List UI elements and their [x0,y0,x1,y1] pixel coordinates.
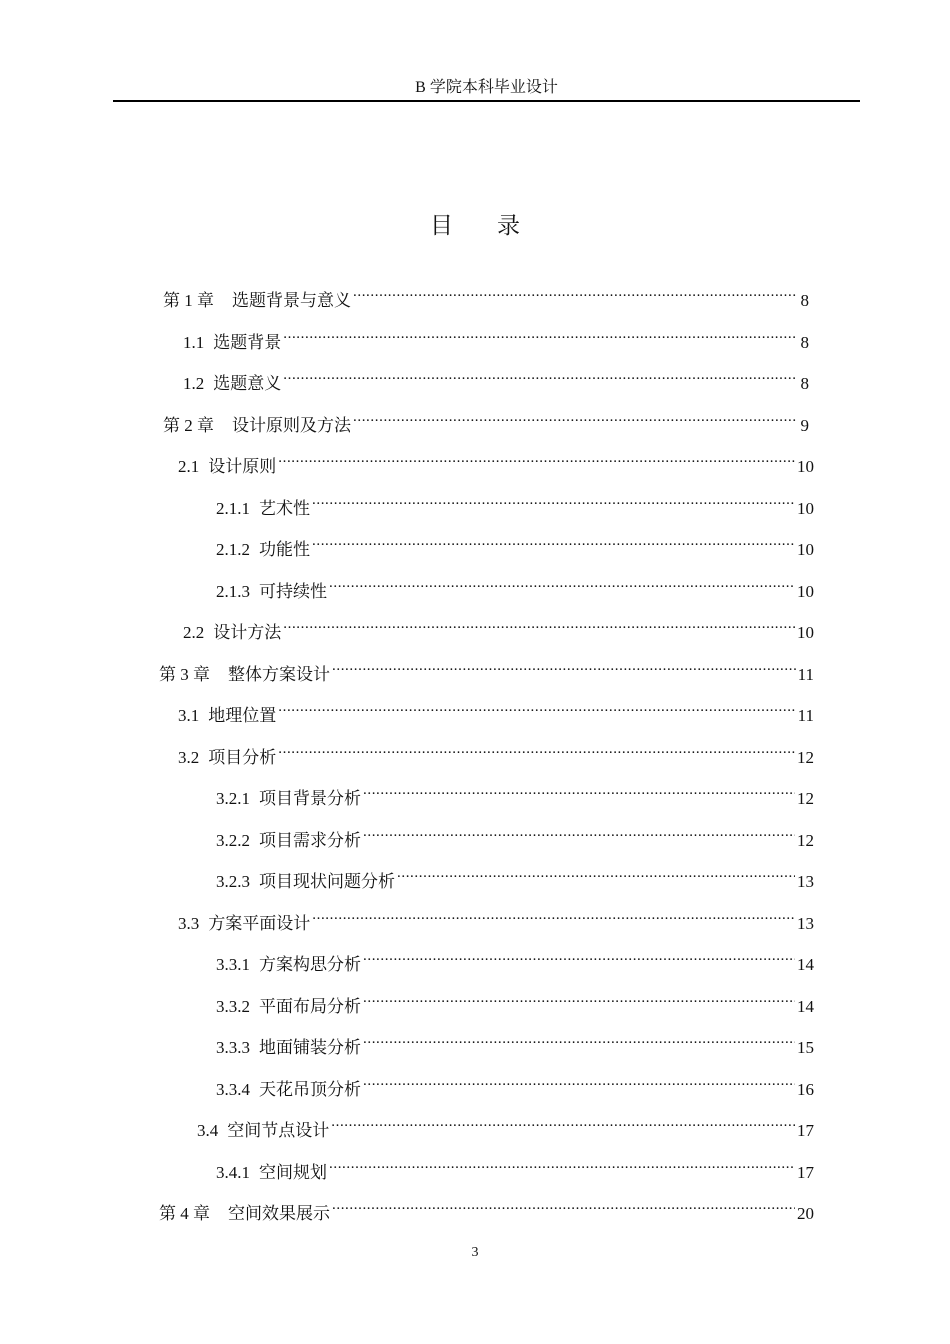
toc-entry[interactable] [159,652,814,685]
toc-entry-number: 第 4 章 [159,1204,210,1223]
toc-entry-label: 整体方案设计 [228,665,330,685]
toc-leader [363,984,795,1012]
toc-entry-number: 3.2 [178,748,200,767]
toc-leader [278,735,795,763]
toc-entry[interactable] [183,361,809,394]
toc-entry[interactable] [216,1025,814,1058]
toc-entry-number: 2.1.2 [216,540,250,559]
header-rule [113,100,860,102]
toc-entry-page: 8 [800,291,809,310]
toc-entry-page: 12 [797,748,814,767]
toc-entry-number: 3.2.3 [216,872,250,891]
toc-entry-label: 方案构思分析 [259,955,361,975]
toc-entry[interactable] [178,735,814,768]
toc-entry[interactable] [216,984,814,1017]
toc-entry-page: 16 [797,1080,814,1099]
toc-leader [283,610,795,638]
toc-entry[interactable] [178,693,814,726]
toc-entry-page: 17 [797,1121,814,1140]
toc-leader [278,693,795,721]
toc-entry-number: 第 1 章 [163,291,214,310]
toc-entry-number: 第 2 章 [163,416,214,435]
toc-entry[interactable] [183,320,809,353]
toc-entry-number: 3.4.1 [216,1163,250,1182]
toc-entry-label: 天花吊顶分析 [259,1080,361,1100]
toc-entry[interactable] [159,1191,814,1224]
toc-entry-label: 空间效果展示 [228,1204,330,1224]
toc-entry-page: 8 [800,333,809,352]
toc-entry-label: 方案平面设计 [208,914,311,934]
toc-entry-page: 13 [797,872,814,891]
toc-leader [312,486,795,514]
toc-entry-page: 10 [797,623,814,642]
toc-entry-page: 11 [797,706,814,725]
toc-entry-number: 第 3 章 [159,665,210,684]
toc-entry-number: 3.3.4 [216,1080,250,1099]
toc-leader [363,942,795,970]
toc-entry-number: 2.1 [178,457,200,476]
toc-entry-label: 设计原则及方法 [232,416,351,436]
toc-leader [363,1067,795,1095]
toc-entry[interactable] [216,859,814,892]
toc-entry-number: 3.4 [197,1121,219,1140]
toc-entry-label: 设计方法 [213,623,282,643]
toc-entry-page: 10 [797,540,814,559]
toc-entry-number: 1.1 [183,333,205,352]
toc-entry-page: 12 [797,831,814,850]
toc-title: 目录 [430,213,564,239]
toc-entry[interactable] [178,444,814,477]
toc-entry-label: 空间节点设计 [227,1121,330,1141]
toc-entry-number: 2.2 [183,623,205,642]
toc-entry-page: 12 [797,789,814,808]
toc-leader [363,1025,795,1053]
toc-entry-number: 2.1.3 [216,582,250,601]
toc-entry-page: 17 [797,1163,814,1182]
toc-entry[interactable] [216,486,814,519]
toc-entry[interactable] [216,527,814,560]
toc-entry-label: 艺术性 [259,499,310,519]
toc-entry-number: 3.3.1 [216,955,250,974]
toc-leader [331,1108,795,1136]
toc-leader [332,652,796,680]
toc-leader [397,859,795,887]
toc-entry-label: 设计原则 [208,457,277,477]
toc-entry-number: 3.3.2 [216,997,250,1016]
toc-entry[interactable] [216,1067,814,1100]
toc-entry-number: 3.3 [178,914,200,933]
toc-leader [353,403,797,431]
toc-entry[interactable] [197,1108,814,1141]
toc-entry-page: 14 [797,997,814,1016]
toc-entry[interactable] [183,610,814,643]
toc-entry[interactable] [178,901,814,934]
toc-entry[interactable] [216,569,814,602]
toc-entry-page: 9 [800,416,809,435]
toc-entry-page: 11 [797,665,814,684]
toc-entry[interactable] [163,278,809,311]
toc-entry-label: 项目背景分析 [259,789,361,809]
toc-entry-label: 空间规划 [259,1163,327,1183]
toc-entry-page: 20 [797,1204,814,1223]
toc-entry-page: 15 [797,1038,814,1057]
toc-entry-label: 项目需求分析 [259,831,361,851]
toc-leader [312,527,795,555]
toc-leader [312,901,795,929]
toc-leader [329,1150,795,1178]
toc-entry-page: 10 [797,499,814,518]
toc-entry-page: 8 [800,374,809,393]
toc-entry-page: 10 [797,582,814,601]
page-header: B 学院本科毕业设计 [415,79,558,96]
toc-entry-number: 2.1.1 [216,499,250,518]
toc-leader [283,320,797,348]
toc-leader [332,1191,795,1219]
page-number: 3 [471,1245,479,1260]
toc-entry[interactable] [216,776,814,809]
toc-entry-label: 地理位置 [208,706,277,726]
toc-entry-number: 3.2.2 [216,831,250,850]
toc-entry[interactable] [216,1150,814,1183]
toc-leader [278,444,795,472]
toc-entry-page: 14 [797,955,814,974]
toc-entry-label: 选题背景与意义 [232,291,351,311]
toc-entry-number: 3.2.1 [216,789,250,808]
toc-leader [283,361,797,389]
toc-entry-label: 选题背景 [213,333,282,353]
toc-entry-label: 平面布局分析 [259,997,361,1017]
toc-entry-number: 3.3.3 [216,1038,250,1057]
toc-entry-label: 项目现状问题分析 [259,872,395,892]
toc-entry[interactable] [163,403,809,436]
toc-entry-label: 项目分析 [208,748,277,768]
toc-entry[interactable] [216,818,814,851]
toc-entry-number: 3.1 [178,706,200,725]
toc-entry-page: 13 [797,914,814,933]
toc-entry-label: 地面铺装分析 [259,1038,361,1058]
toc-entry-number: 1.2 [183,374,205,393]
toc-leader [363,776,795,804]
toc-leader [329,569,795,597]
toc-entry-label: 可持续性 [259,582,327,602]
toc-entry-label: 选题意义 [213,374,282,394]
toc-entry[interactable] [216,942,814,975]
toc-entry-label: 功能性 [259,540,310,560]
toc-entry-page: 10 [797,457,814,476]
toc-leader [363,818,795,846]
toc-leader [353,278,797,306]
